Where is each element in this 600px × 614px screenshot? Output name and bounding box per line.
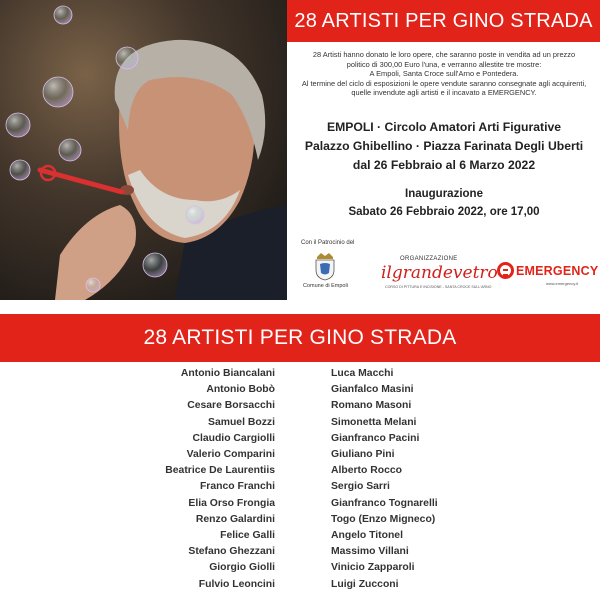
artists-title-text: 28 ARTISTI PER GINO STRADA — [143, 326, 457, 349]
intro-line: quelle invendute agli artisti e il incavato a EMERGENCY. — [351, 88, 537, 98]
artist-name: Togo (Enzo Migneco) — [331, 513, 436, 525]
intro-line: Al termine del ciclo di esposizioni le opere vendute saranno consegnate agli acquirenti, — [301, 78, 587, 88]
artist-name: Fulvio Leoncini — [198, 578, 275, 590]
artists-list-left — [120, 366, 275, 593]
organizer-label: ORGANIZZAZIONE — [400, 256, 458, 262]
emergency-logo — [497, 262, 598, 279]
ilgrandevetro-logo: ilgrandevetro — [381, 263, 498, 283]
artist-name: Claudio Cargiolli — [192, 432, 275, 444]
artist-name: Felice Galli — [220, 530, 275, 542]
organizer-subtitle: CORSO DI PITTURA E INCISIONE - SANTA CROCE SULL'ARNO — [385, 285, 492, 289]
artist-name: Beatrice De Laurentiis — [165, 465, 275, 477]
intro-line: politico di 300,00 Euro l'una, e verranno allestite tre mostre: — [346, 59, 542, 69]
portrait-photo — [0, 0, 287, 300]
artist-name: Vinicio Zapparoli — [331, 562, 415, 574]
artist-name: Antonio Biancalani — [180, 368, 275, 379]
artist-name: Luigi Zucconi — [331, 578, 399, 590]
emergency-name: EMERGENCY — [516, 263, 599, 278]
intro-line: A Empoli, Santa Croce sull'Arno e Pontedera. — [369, 69, 519, 79]
artists-title-banner — [0, 314, 600, 362]
comune-label: Comune di Empoli — [303, 283, 348, 289]
artist-name: Gianfranco Pacini — [331, 432, 420, 444]
intro-paragraph — [300, 50, 588, 98]
artist-name: Sergio Sarri — [331, 481, 390, 493]
intro-line: 28 Artisti hanno donato le loro opere, che saranno poste in vendita ad un prezzo — [312, 50, 576, 59]
inauguration-date: Sabato 26 Febbraio 2022, ore 17,00 — [348, 206, 540, 218]
artist-name: Alberto Rocco — [331, 465, 403, 477]
artist-name: Luca Macchi — [331, 368, 394, 379]
artist-name: Elia Orso Frongia — [188, 497, 275, 509]
venue-line: dal 26 Febbraio al 6 Marzo 2022 — [352, 158, 536, 172]
emergency-icon — [497, 262, 514, 279]
invitation-front — [0, 0, 600, 300]
artist-name: Renzo Galardini — [195, 513, 275, 525]
artist-name: Romano Masoni — [331, 400, 412, 412]
artist-name: Massimo Villani — [331, 546, 409, 558]
venue-block — [300, 118, 588, 175]
artist-name: Angelo Titonel — [331, 530, 403, 542]
artist-name: Antonio Bobò — [206, 384, 275, 396]
artist-name: Cesare Borsacchi — [187, 400, 275, 412]
title-text: 28 ARTISTI PER GINO STRADA — [294, 9, 593, 32]
separator — [0, 300, 600, 314]
artist-name: Giorgio Giolli — [209, 562, 275, 574]
artist-name: Valerio Comparini — [186, 449, 275, 461]
empoli-crest-icon — [313, 251, 337, 281]
artist-name: Samuel Bozzi — [208, 416, 275, 428]
artists-list-right — [331, 366, 481, 593]
artist-name: Stefano Ghezzani — [188, 546, 275, 558]
inauguration-label: Inaugurazione — [405, 188, 483, 200]
inauguration-block — [300, 185, 588, 221]
artist-name: Gianfalco Masini — [331, 384, 414, 396]
title-banner — [287, 0, 600, 42]
emergency-website: www.emergency.it — [546, 281, 579, 286]
venue-line: EMPOLI · Circolo Amatori Arti Figurative — [326, 120, 562, 134]
patron-label: Con il Patrocinio del — [301, 240, 355, 246]
artist-name: Simonetta Melani — [331, 416, 417, 428]
venue-line: Palazzo Ghibellino · Piazza Farinata Degli Uberti — [304, 139, 584, 153]
artist-name: Gianfranco Tognarelli — [331, 497, 438, 509]
artist-name: Franco Franchi — [199, 481, 275, 493]
artist-name: Giuliano Pini — [331, 449, 395, 461]
